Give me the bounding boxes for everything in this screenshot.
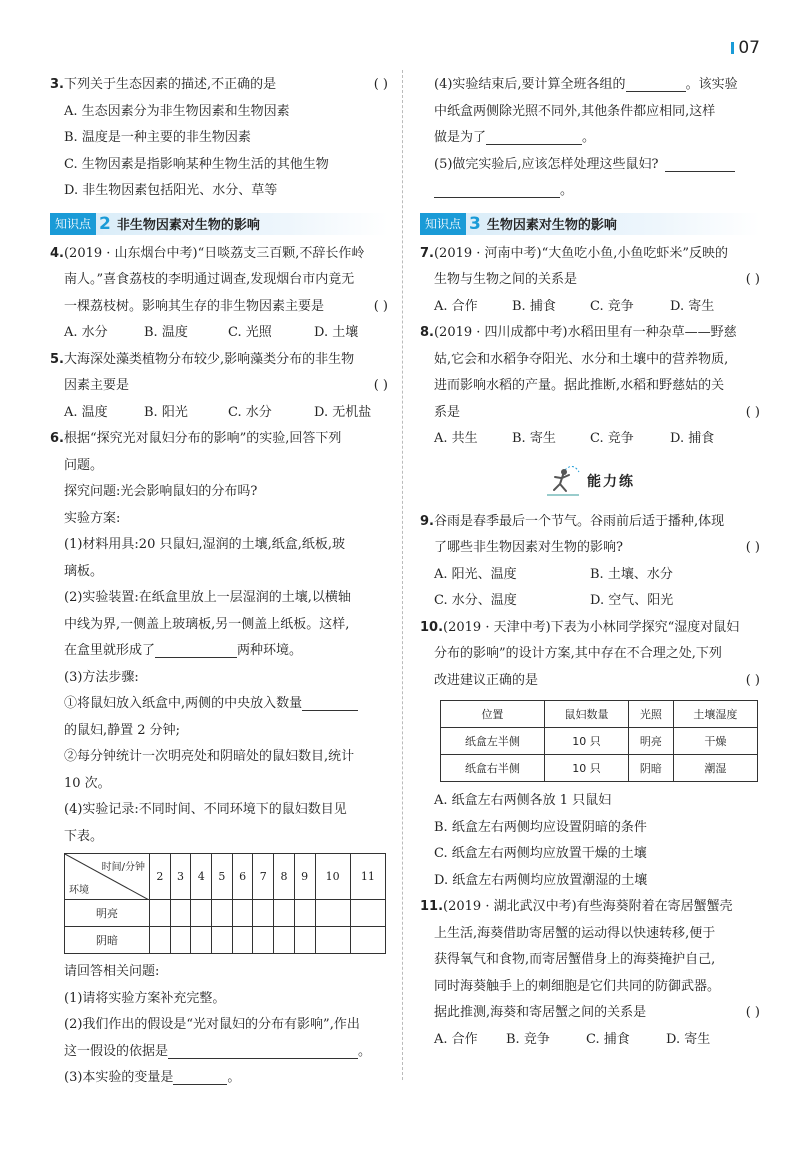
time-header: 9 <box>294 854 315 900</box>
diagonal-header-cell <box>65 854 150 900</box>
body-line: 实验方案: <box>64 510 121 526</box>
table-cell[interactable] <box>191 900 212 927</box>
question-stem-line: 进而影响水稻的产量。据此推断,水稻和野慈姑的关 <box>434 378 725 393</box>
question-stem-line: 生物与生物之间的关系是 <box>434 272 578 287</box>
table-cell: 纸盒左半侧 <box>441 728 545 755</box>
option-c[interactable]: C. 捕食 <box>586 1031 630 1047</box>
option-c[interactable]: C. 光照 <box>228 325 272 340</box>
option-a[interactable]: A. 生态因素分为非生物因素和生物因素 <box>64 103 290 119</box>
answer-paren: ( ) <box>373 77 388 92</box>
sub-question-5-end: 。 <box>560 183 574 198</box>
options-row <box>420 562 760 589</box>
question-stem-line: 根据“探究光对鼠妇分布的影响”的实验,回答下列 <box>63 431 342 446</box>
table-cell[interactable] <box>150 900 171 927</box>
step-text: ①将鼠妇放入纸盒中,两侧的中央放入数量 <box>64 696 303 711</box>
running-figure-icon <box>545 464 581 498</box>
answer-blank[interactable] <box>168 1042 358 1059</box>
options-row <box>50 320 388 347</box>
option-a[interactable]: A. 纸盒左右两侧各放 1 只鼠妇 <box>434 793 612 808</box>
body-text: 在盒里就形成了 <box>64 643 156 658</box>
page-number-bar <box>731 42 734 54</box>
question-number: 4. <box>50 245 64 261</box>
design-table <box>440 700 758 782</box>
answer-paren: ( ) <box>745 672 760 688</box>
sub-question-4-text: 。该实验 <box>685 77 738 92</box>
question-stem-line: (2019 · 湖北武汉中考)有些海葵附着在寄居蟹蟹壳 <box>443 899 733 914</box>
option-b[interactable]: B. 温度 <box>144 325 188 340</box>
kp-number: 2 <box>99 213 111 234</box>
question-stem-line: 系是 <box>434 404 461 420</box>
table-cell[interactable] <box>274 900 295 927</box>
option-b[interactable]: B. 捕食 <box>512 298 556 314</box>
body-text: 两种环境。 <box>237 643 303 658</box>
table-cell[interactable] <box>212 927 233 954</box>
question-number: 10. <box>420 619 444 635</box>
answer-blank[interactable] <box>665 155 735 172</box>
ask-text: 请回答相关问题: <box>64 964 160 979</box>
time-header: 4 <box>191 854 212 900</box>
question-8 <box>420 320 760 453</box>
time-header: 7 <box>253 854 274 900</box>
question-number: 6. <box>50 431 64 446</box>
mouse-count-table <box>64 853 386 954</box>
option-a[interactable]: A. 温度 <box>64 404 108 420</box>
table-cell[interactable] <box>191 927 212 954</box>
question-stem-line: 问题。 <box>64 457 104 473</box>
table-cell[interactable] <box>212 900 233 927</box>
options-row <box>420 426 760 453</box>
time-header: 11 <box>350 854 385 900</box>
table-cell: 潮湿 <box>673 755 757 782</box>
question-6 <box>50 426 388 1092</box>
options-row <box>420 588 760 615</box>
table-cell[interactable] <box>232 927 253 954</box>
sub-question-1: (1)请将实验方案补充完整。 <box>64 990 226 1006</box>
column-header: 土壤湿度 <box>673 701 757 728</box>
column-header: 位置 <box>441 701 545 728</box>
table-cell[interactable] <box>315 927 350 954</box>
sub-question-3-end: 。 <box>227 1070 241 1085</box>
time-header: 6 <box>232 854 253 900</box>
question-stem-line: (2019 · 四川成都中考)水稻田里有一种杂草——野慈 <box>433 325 737 340</box>
table-cell: 10 只 <box>544 755 628 782</box>
question-stem-line: 一棵荔枝树。影响其生存的非生物因素主要是 <box>64 298 325 314</box>
question-number: 7. <box>420 245 434 261</box>
answer-blank[interactable] <box>173 1068 227 1085</box>
option-c[interactable]: C. 竞争 <box>590 298 634 314</box>
option-d[interactable]: D. 非生物因素包括阳光、水分、草等 <box>64 183 278 198</box>
answer-blank[interactable] <box>434 181 560 198</box>
knowledge-point-2-header <box>50 213 388 235</box>
question-3 <box>50 72 388 205</box>
body-line: 璃板。 <box>64 563 104 579</box>
table-cell: 明亮 <box>629 728 674 755</box>
answer-paren: ( ) <box>745 404 760 420</box>
kp-title: 非生物因素对生物的影响 <box>116 218 260 233</box>
sub-question-5-text: (5)做完实验后,应该怎样处理这些鼠妇? <box>434 156 659 172</box>
question-stem-line: 南人。”喜食荔枝的李明通过调查,发现烟台市内竟无 <box>64 272 355 287</box>
question-number: 11. <box>420 899 444 914</box>
question-number: 9. <box>420 513 434 529</box>
question-stem-line: 据此推测,海葵和寄居蟹之间的关系是 <box>434 1005 647 1020</box>
question-stem-line: (2019 · 河南中考)“大鱼吃小鱼,小鱼吃虾米”反映的 <box>433 245 729 261</box>
question-5 <box>50 347 388 427</box>
table-cell[interactable] <box>170 900 191 927</box>
body-line: (2)实验装置:在纸盒里放上一层湿润的土壤,以横轴 <box>64 590 351 605</box>
kp-title: 生物因素对生物的影响 <box>486 218 617 233</box>
sub-question-2-end: 。 <box>358 1043 372 1059</box>
column-header: 光照 <box>629 701 674 728</box>
table-cell[interactable] <box>315 900 350 927</box>
option-a[interactable]: A. 阳光、温度 <box>434 566 517 582</box>
table-cell[interactable] <box>350 900 385 927</box>
option-c[interactable]: C. 竞争 <box>590 431 634 446</box>
table-cell[interactable] <box>232 900 253 927</box>
sub-question-4-text: 中纸盒两侧除光照不同外,其他条件都应相同,这样 <box>434 103 716 119</box>
time-header: 2 <box>150 854 171 900</box>
option-d[interactable]: D. 无机盐 <box>314 404 372 420</box>
kp-number: 3 <box>469 213 481 234</box>
column-divider <box>402 70 403 1080</box>
option-d[interactable]: D. 寄生 <box>666 1031 711 1047</box>
question-stem-line: 因素主要是 <box>64 378 130 393</box>
question-stem-line: 上生活,海葵借助寄居蟹的运动得以快速转移,便于 <box>434 925 716 941</box>
table-cell: 纸盒右半侧 <box>441 755 545 782</box>
option-b[interactable]: B. 土壤、水分 <box>590 566 673 582</box>
ability-practice-header <box>420 453 760 509</box>
option-d[interactable]: D. 土壤 <box>314 325 359 340</box>
option-a[interactable]: A. 共生 <box>434 431 478 446</box>
left-column <box>50 72 388 1092</box>
question-stem-line: 姑,它会和水稻争夺阳光、水分和土壤中的营养物质, <box>434 351 729 367</box>
option-c[interactable]: C. 水分、温度 <box>434 593 517 608</box>
time-header: 8 <box>274 854 295 900</box>
question-9 <box>420 509 760 615</box>
option-a[interactable]: A. 合作 <box>434 298 478 314</box>
answer-blank[interactable] <box>626 75 686 92</box>
answer-paren: ( ) <box>745 272 760 287</box>
table-cell[interactable] <box>253 927 274 954</box>
question-11 <box>420 894 760 1053</box>
page-number-text: 07 <box>738 38 760 58</box>
option-a[interactable]: A. 合作 <box>434 1031 478 1047</box>
table-cell: 10 只 <box>544 728 628 755</box>
table-cell[interactable] <box>274 927 295 954</box>
kp-tag: 知识点 <box>420 213 466 235</box>
sub-question-2: (2)我们作出的假设是“光对鼠妇的分布有影响”,作出 <box>64 1017 360 1032</box>
option-c[interactable]: C. 生物因素是指影响某种生物生活的其他生物 <box>64 156 329 172</box>
question-stem-line: (2019 · 天津中考)下表为小林同学探究“湿度对鼠妇 <box>443 619 740 635</box>
question-stem-line: 同时海葵触手上的刺细胞是它们共同的防御武器。 <box>434 978 721 994</box>
record-text: (4)实验记录:不同时间、不同环境下的鼠妇数目见 <box>64 802 347 817</box>
options-row <box>420 294 760 321</box>
question-stem: 下列关于生态因素的描述,不正确的是 <box>63 77 277 92</box>
step-text: 的鼠妇,静置 2 分钟; <box>64 722 181 738</box>
header-time: 时间/分钟 <box>101 862 145 873</box>
option-b[interactable]: B. 竞争 <box>506 1031 550 1047</box>
question-stem-line: 分布的影响”的设计方案,其中存在不合理之处,下列 <box>434 646 722 661</box>
table-cell[interactable] <box>253 900 274 927</box>
knowledge-point-3-header <box>420 213 760 235</box>
option-a[interactable]: A. 水分 <box>64 325 108 340</box>
table-cell[interactable] <box>150 927 171 954</box>
answer-paren: ( ) <box>373 378 388 393</box>
option-d[interactable]: D. 空气、阳光 <box>590 593 674 608</box>
options-row <box>50 400 388 427</box>
table-cell[interactable] <box>350 927 385 954</box>
header-env: 环境 <box>69 885 89 896</box>
table-cell[interactable] <box>294 927 315 954</box>
option-b[interactable]: B. 阳光 <box>144 404 188 420</box>
option-b[interactable]: B. 温度是一种主要的非生物因素 <box>64 130 251 145</box>
body-line: (1)材料用具:20 只鼠妇,湿润的土壤,纸盒,纸板,玻 <box>64 537 345 552</box>
question-4 <box>50 241 388 347</box>
answer-blank[interactable] <box>486 128 582 145</box>
option-b[interactable]: B. 纸盒左右两侧均应设置阴暗的条件 <box>434 819 647 835</box>
sub-question-4-text: 做是为了 <box>434 130 487 145</box>
answer-paren: ( ) <box>745 540 760 555</box>
question-7 <box>420 241 760 321</box>
answer-paren: ( ) <box>373 298 388 314</box>
page-number <box>731 38 760 58</box>
option-d[interactable]: D. 寄生 <box>670 298 715 314</box>
time-header: 3 <box>170 854 191 900</box>
step-title: (3)方法步骤: <box>64 669 139 685</box>
question-number: 3. <box>50 77 64 92</box>
sub-question-4-text: (4)实验结束后,要计算全班各组的 <box>434 77 626 92</box>
right-column <box>420 72 760 1053</box>
answer-blank[interactable] <box>302 694 358 711</box>
body-line: 探究问题:光会影响鼠妇的分布吗? <box>64 484 258 499</box>
question-stem-line: 了哪些非生物因素对生物的影响? <box>434 540 623 555</box>
sub-question-3-text: (3)本实验的变量是 <box>64 1070 174 1085</box>
row-label-dark: 阴暗 <box>65 927 150 954</box>
ability-practice-label: 能力练 <box>587 473 635 490</box>
question-stem-line: (2019 · 山东烟台中考)“日啖荔支三百颗,不辞长作岭 <box>63 245 365 261</box>
answer-paren: ( ) <box>745 1005 760 1020</box>
question-10 <box>420 615 760 895</box>
time-header: 5 <box>212 854 233 900</box>
step-text: ②每分钟统计一次明亮处和阴暗处的鼠妇数目,统计 <box>64 749 355 764</box>
question-stem-line: 获得氧气和食物,而寄居蟹借身上的海葵掩护自己, <box>434 952 716 967</box>
record-text: 下表。 <box>64 828 104 844</box>
step-text: 10 次。 <box>64 775 111 791</box>
sub-question-2-text: 这一假设的依据是 <box>64 1043 169 1059</box>
option-d[interactable]: D. 捕食 <box>670 431 715 446</box>
question-stem-line: 大海深处藻类植物分布较少,影响藻类分布的非生物 <box>63 351 355 367</box>
option-c[interactable]: C. 水分 <box>228 404 272 420</box>
question-6-continued <box>420 72 760 205</box>
option-c[interactable]: C. 纸盒左右两侧均应放置干燥的土壤 <box>434 846 647 861</box>
row-label-bright: 明亮 <box>65 900 150 927</box>
answer-blank[interactable] <box>155 641 237 658</box>
options-row <box>420 1027 760 1054</box>
time-header: 10 <box>315 854 350 900</box>
kp-tag: 知识点 <box>50 213 96 235</box>
table-cell[interactable] <box>170 927 191 954</box>
option-b[interactable]: B. 寄生 <box>512 431 556 446</box>
question-stem-line: 谷雨是春季最后一个节气。谷雨前后适于播种,体现 <box>433 513 725 529</box>
sub-question-4-end: 。 <box>582 130 596 145</box>
column-header: 鼠妇数量 <box>544 701 628 728</box>
body-line: 中线为界,一侧盖上玻璃板,另一侧盖上纸板。这样, <box>64 616 350 632</box>
question-number: 8. <box>420 325 434 340</box>
table-cell: 干燥 <box>673 728 757 755</box>
table-cell[interactable] <box>294 900 315 927</box>
option-d[interactable]: D. 纸盒左右两侧均应放置潮湿的土壤 <box>434 872 648 888</box>
table-cell: 阴暗 <box>629 755 674 782</box>
question-stem-line: 改进建议正确的是 <box>434 672 539 688</box>
question-number: 5. <box>50 351 64 367</box>
